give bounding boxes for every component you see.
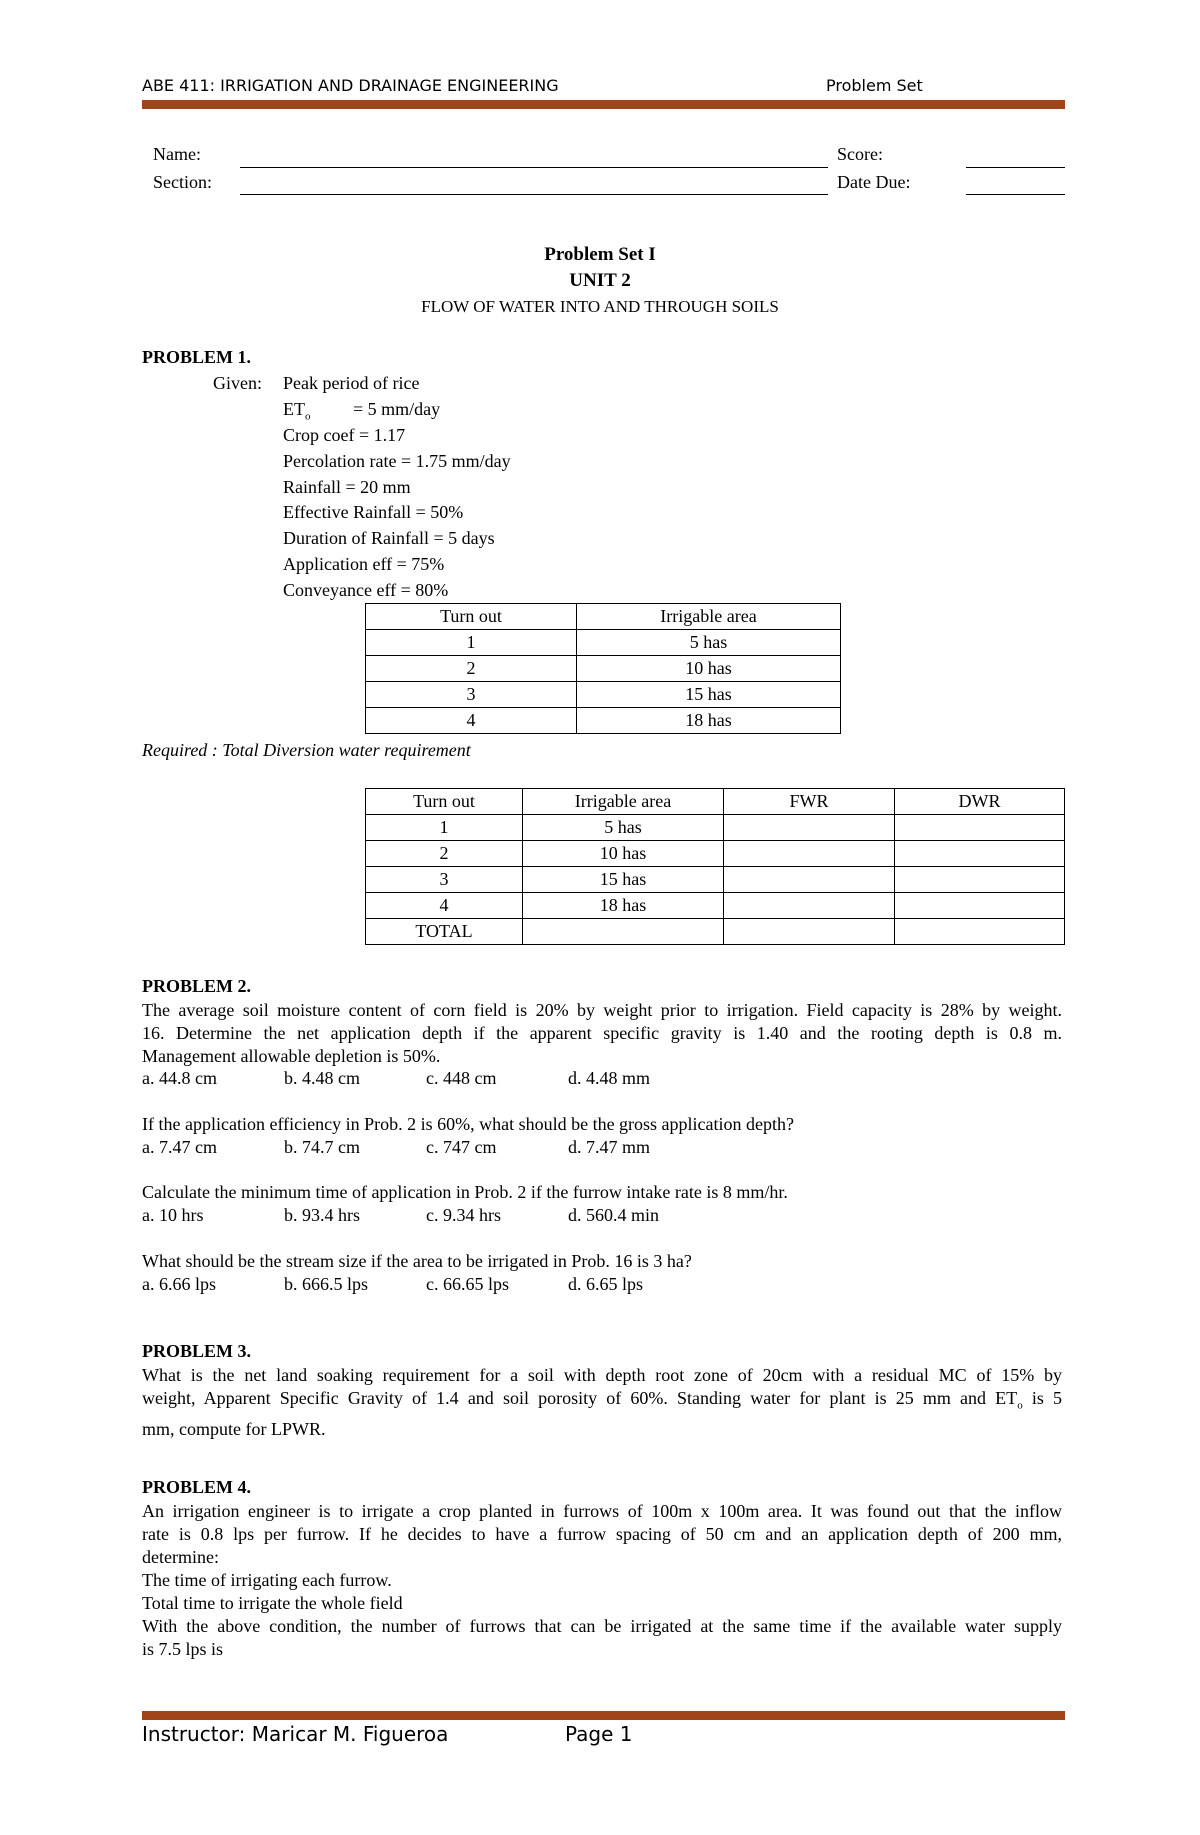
table-row (366, 867, 1065, 893)
table-cell (724, 893, 895, 919)
instructor-name: Instructor: Maricar M. Figueroa (142, 1722, 449, 1746)
table-row (366, 893, 1065, 919)
table-cell (895, 919, 1065, 945)
question-2: If the application efficiency in Prob. 2 is 60%, what should be the gross application depth? (142, 1114, 795, 1134)
given-item: Application eff = 75% (283, 554, 445, 574)
score-label: Score: (837, 144, 883, 164)
table-header: DWR (895, 789, 1065, 815)
option-b: b. 4.48 cm (284, 1068, 360, 1088)
table-cell: 2 (366, 841, 523, 867)
table-cell: 5 has (523, 815, 724, 841)
given-item: Duration of Rainfall = 5 days (283, 528, 495, 548)
table-cell: 4 (366, 708, 577, 734)
table-cell (724, 815, 895, 841)
table-cell (523, 919, 724, 945)
option-a: a. 7.47 cm (142, 1137, 217, 1157)
table-header: Irrigable area (577, 604, 841, 630)
table-cell (895, 867, 1065, 893)
footer-rule (142, 1711, 1065, 1720)
table-cell (895, 841, 1065, 867)
option-d: d. 7.47 mm (568, 1137, 651, 1157)
given-item-et: $ET_o$ = 5 mm/day (283, 399, 441, 423)
given-item: Percolation rate = 1.75 mm/day (283, 451, 511, 471)
table-row (366, 656, 841, 682)
score-line (966, 167, 1065, 168)
header-rule (142, 100, 1065, 109)
given-item: Effective Rainfall = 50% (283, 502, 464, 522)
table-cell: 5 has (577, 630, 841, 656)
turnout-table (365, 603, 841, 734)
option-a: a. 44.8 cm (142, 1068, 217, 1088)
table-cell: 18 has (523, 893, 724, 919)
problem-4-heading: PROBLEM 4. (142, 1477, 252, 1497)
option-c: c. 9.34 hrs (426, 1205, 501, 1225)
given-item: Peak period of rice (283, 373, 420, 393)
given-label: Given: (213, 373, 262, 393)
question-4: What should be the stream size if the area to be irrigated in Prob. 16 is 3 ha? (142, 1251, 692, 1271)
table-header: Turn out (366, 604, 577, 630)
page-header (142, 76, 1062, 98)
option-b: b. 93.4 hrs (284, 1205, 360, 1225)
given-item: Conveyance eff = 80% (283, 580, 449, 600)
water-requirement-table (365, 788, 1065, 945)
table-row (366, 815, 1065, 841)
option-c: c. 448 cm (426, 1068, 497, 1088)
table-cell (724, 867, 895, 893)
option-d: d. 6.65 lps (568, 1274, 644, 1294)
option-d: d. 560.4 min (568, 1205, 660, 1225)
course-title: ABE 411: IRRIGATION AND DRAINAGE ENGINEERING (142, 76, 559, 95)
problem-4-text: An irrigation engineer is to irrigate a crop planted in furrows of 100m x 100m area. It was found out that the inflow rate is 0.8 lps per furrow. If he decides to have a furrow spacing of 50 cm and an application depth of 200 mm, determine: The time of irrigating each furrow. Total time to irrigate the whole field With the above condition, the number of furrows that can be irrigated at the same time if the available water supply is 7.5 lps is (142, 1501, 1062, 1659)
question-3: Calculate the minimum time of application in Prob. 2 if the furrow intake rate is 8 mm/hr. (142, 1182, 788, 1202)
given-item: Crop coef = 1.17 (283, 425, 406, 445)
option-b: b. 666.5 lps (284, 1274, 369, 1294)
document-type: Problem Set (826, 76, 923, 95)
table-cell: 1 (366, 815, 523, 841)
table-cell: 15 has (577, 682, 841, 708)
required-text: Required : Total Diversion water requirement (142, 740, 471, 760)
option-a: a. 6.66 lps (142, 1274, 216, 1294)
unit-title: UNIT 2 (569, 270, 631, 291)
problem-3-heading: PROBLEM 3. (142, 1341, 252, 1361)
table-row (366, 708, 841, 734)
table-cell: TOTAL (366, 919, 523, 945)
table-row (366, 682, 841, 708)
option-b: b. 74.7 cm (284, 1137, 360, 1157)
unit-subtitle: FLOW OF WATER INTO AND THROUGH SOILS (421, 297, 779, 316)
page-number: Page 1 (565, 1722, 633, 1746)
table-cell (724, 919, 895, 945)
given-item: Rainfall = 20 mm (283, 477, 411, 497)
option-c: c. 66.65 lps (426, 1274, 509, 1294)
option-d: d. 4.48 mm (568, 1068, 651, 1088)
table-cell: 3 (366, 867, 523, 893)
table-cell: 3 (366, 682, 577, 708)
table-cell (895, 893, 1065, 919)
table-header: Turn out (366, 789, 523, 815)
table-header: Irrigable area (523, 789, 724, 815)
table-header: FWR (724, 789, 895, 815)
table-cell: 10 has (577, 656, 841, 682)
problem-2-heading: PROBLEM 2. (142, 976, 252, 996)
table-cell: 10 has (523, 841, 724, 867)
date-due-line (966, 194, 1065, 195)
problem-1-heading: PROBLEM 1. (142, 347, 252, 367)
table-cell: 1 (366, 630, 577, 656)
option-c: c. 747 cm (426, 1137, 497, 1157)
table-cell: 4 (366, 893, 523, 919)
table-row-total (366, 919, 1065, 945)
section-line (240, 194, 828, 195)
problem-3-text: What is the net land soaking requirement for a soil with depth root zone of 20cm with a residual MC of 15% by weight, Apparent Specific Gravity of 1.4 and soil porosity of 60%. Standing water for plant is 25 mm and $ET_o$ is 5 mm, compute for LPWR. (142, 1365, 1062, 1439)
table-cell (724, 841, 895, 867)
name-label: Name: (153, 144, 201, 164)
table-cell: 18 has (577, 708, 841, 734)
section-label: Section: (153, 172, 212, 192)
table-cell: 15 has (523, 867, 724, 893)
problem-2-text: The average soil moisture content of corn field is 20% by weight prior to irrigation. Field capacity is 28% by weight. 16. Determine the net application depth if the apparent specific gravity is 1.40 and the rooting depth is 0.8 m. Management allowable depletion is 50%. (142, 1000, 1062, 1066)
date-due-label: Date Due: (837, 172, 911, 192)
table-cell (895, 815, 1065, 841)
table-cell: 2 (366, 656, 577, 682)
problem-set-title: Problem Set I (544, 244, 656, 265)
table-row (366, 841, 1065, 867)
table-row (366, 630, 841, 656)
option-a: a. 10 hrs (142, 1205, 204, 1225)
name-line (240, 167, 828, 168)
